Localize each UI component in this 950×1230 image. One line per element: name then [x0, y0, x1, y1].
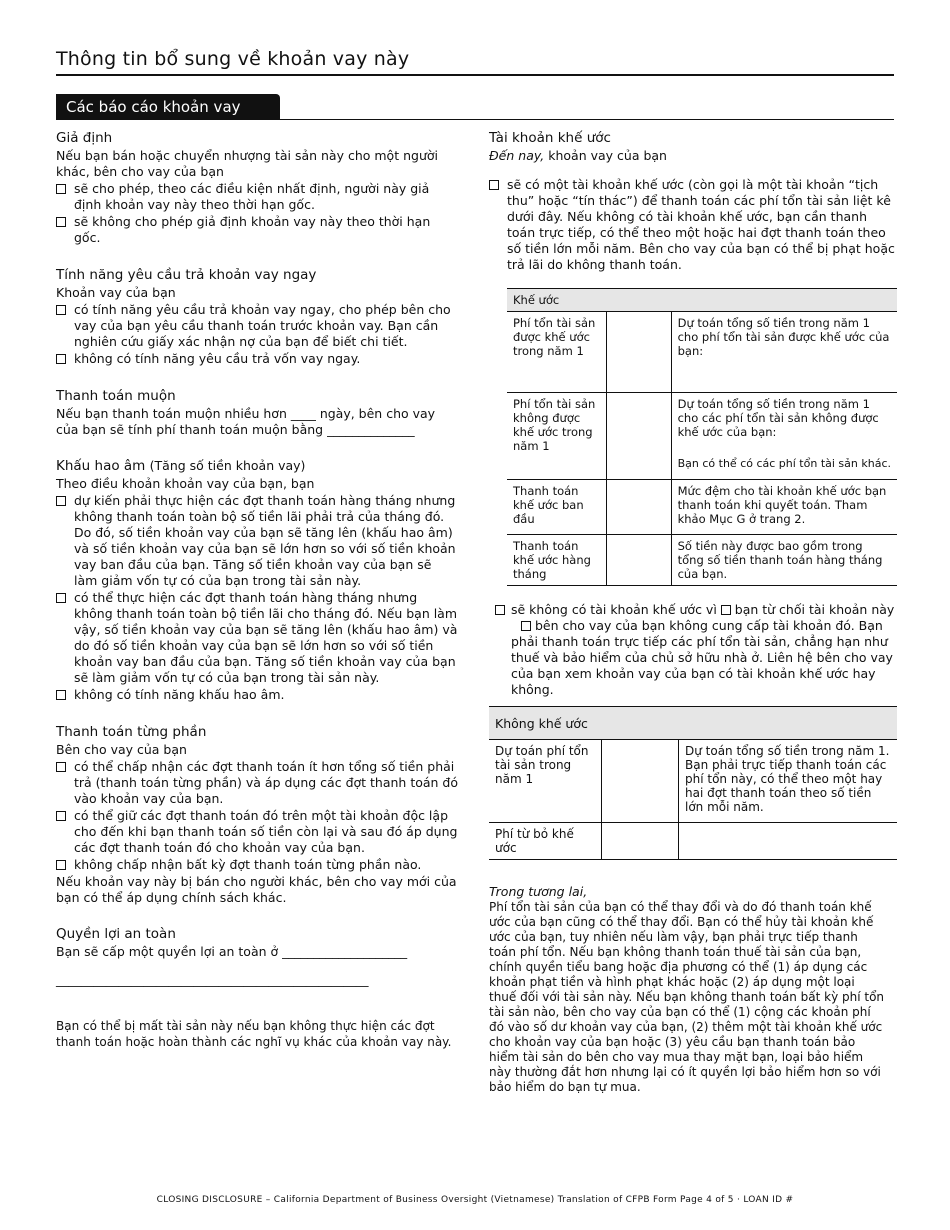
- assumption-title: Giả định: [56, 130, 113, 146]
- partial-payments-section: [56, 724, 458, 906]
- partial-payments-intro: Bên cho vay của bạn: [56, 742, 187, 757]
- partial-reject-text: không chấp nhận bất kỳ đợt thanh toán từng phần nào.: [74, 857, 422, 872]
- right-column: [489, 130, 899, 1095]
- escrow-table: [507, 288, 897, 586]
- partial-payments-note: Nếu khoản vay này bị bán cho người khác, bên cho vay mới của bạn có thể áp dụng chính sách khác.: [56, 874, 457, 905]
- assumption-allow-text: sẽ cho phép, theo các điều kiện nhất định, người này giả định khoản vay này theo thời hạn gốc.: [74, 181, 430, 212]
- late-payment-line-2: của bạn sẽ tính phí thanh toán muộn bằng ______________: [56, 422, 415, 437]
- no-escrow-row-label: Dự toán phí tổn tài sản trong năm 1: [489, 740, 602, 823]
- partial-hold-checkbox[interactable]: [56, 811, 66, 821]
- tab-divider: [280, 119, 894, 120]
- demand-feature-section: [56, 267, 458, 367]
- no-escrow-row-value: [602, 823, 679, 860]
- future-section: [489, 884, 899, 1095]
- escrow-declined-checkbox[interactable]: [721, 605, 731, 615]
- demand-has-text: có tính năng yêu cầu trả khoản vay ngay, cho phép bên cho vay của bạn yêu cầu thanh toán trước khoản vay. Bạn cần nghiên cứu giấy xác nhận nợ của bạn để biết chi tiết.: [74, 302, 451, 349]
- partial-accept-checkbox[interactable]: [56, 762, 66, 772]
- escrow-will-have-checkbox[interactable]: [489, 180, 499, 190]
- assumption-deny-text: sẽ không cho phép giả định khoản vay này theo thời hạn gốc.: [74, 214, 431, 245]
- demand-option-none: [56, 351, 458, 367]
- future-body: Phí tổn tài sản của bạn có thể thay đổi và do đó thanh toán khế ước của bạn cũng có thể thay đổi. Bạn có thể hủy tài khoản khế ước của bạn, tuy nhiên nếu làm vậy, bạn phải trực tiếp thanh toán phí tổn. Nếu bạn không thanh toán thuế tài sản của bạn, chính quyền tiểu bang hoặc địa phương có thể (1) áp dụng các khoản phạt tiền và hình phạt khác hoặc (2) áp dụng một loại thuế đối với tài sản này. Nếu bạn không thanh toán bất kỳ phí tổn tài sản nào, bên cho vay của bạn có thể (1) cộng các khoản phí đó vào số dư khoản vay của bạn, (2) thêm một tài khoản khế ước cho khoản vay của bạn hoặc (3) yêu cầu bạn thanh toán bảo hiểm tài sản do bên cho vay mua thay mặt bạn, loại bảo hiểm này thường đắt hơn nhưng lại có ít quyền lợi bảo hiểm hơn so với bảo hiểm do bạn tự mua.: [489, 900, 885, 1094]
- escrow-not-offered-checkbox[interactable]: [521, 621, 531, 631]
- escrow-title: Tài khoản khế ước: [489, 130, 611, 146]
- no-escrow-table: [489, 706, 897, 860]
- no-escrow-row-desc: [679, 823, 898, 860]
- late-payment-title: Thanh toán muộn: [56, 388, 176, 404]
- escrow-row-label: Phí tổn tài sản không được khế ước trong năm 1: [507, 393, 607, 480]
- escrow-row: [507, 393, 897, 480]
- escrow-section: [489, 130, 899, 1095]
- section-tab-loan-disclosures: Các báo cáo khoản vay: [56, 94, 280, 120]
- partial-payments-title: Thanh toán từng phần: [56, 724, 207, 740]
- assumption-option-deny: [56, 214, 458, 246]
- escrow-row-desc-text: Số tiền này được bao gồm trong tổng số tiền thanh toán hàng tháng của bạn.: [677, 539, 883, 581]
- escrow-will-not-have-checkbox[interactable]: [495, 605, 505, 615]
- negam-option-may: [56, 590, 458, 686]
- security-interest-section: [56, 926, 458, 1050]
- negam-may-text: có thể thực hiện các đợt thanh toán hàng tháng nhưng không thanh toán toàn bộ tiền lãi cho tháng đó. Nếu bạn làm vậy, số tiền khoản vay của bạn sẽ tăng lên (khấu hao âm) và do đó số tiền khoản vay của bạn sẽ lớn hơn so với số tiền khoản vay ban đầu của bạn. Tăng số tiền khoản vay của bạn sẽ làm giảm vốn tự có của bạn trong tài sản này.: [74, 590, 458, 685]
- escrow-row: [507, 480, 897, 535]
- escrow-row-desc-text: Mức đệm cho tài khoản khế ước bạn thanh toán khi quyết toán. Tham khảo Mục G ở trang 2.: [677, 484, 887, 526]
- title-divider: [56, 74, 894, 76]
- no-escrow-header: Không khế ước: [489, 707, 897, 740]
- left-column: [56, 130, 458, 1050]
- partial-option-reject: [56, 857, 458, 873]
- escrow-row-desc-text: Dự toán tổng số tiền trong năm 1 cho các phí tổn tài sản không được khế ước của bạn:: [677, 397, 879, 439]
- security-interest-line-2: __________________________________________________: [56, 972, 369, 987]
- page-title: Thông tin bổ sung về khoản vay này: [56, 48, 410, 70]
- no-escrow-row-desc: Dự toán tổng số tiền trong năm 1. Bạn phải trực tiếp thanh toán các phí tổn này, có thể theo một hay hai đợt thanh toán theo số tiền lớn mỗi năm.: [679, 740, 898, 823]
- security-interest-note: Bạn có thể bị mất tài sản này nếu bạn không thực hiện các đợt thanh toán hoặc hoàn thành các nghĩ vụ khác của khoản vay này.: [56, 1019, 452, 1049]
- no-escrow-row: [489, 823, 897, 860]
- escrow-row-extra: Bạn có thể có các phí tổn tài sản khác.: [677, 457, 891, 470]
- demand-feature-intro: Khoản vay của bạn: [56, 285, 176, 300]
- assumption-allow-checkbox[interactable]: [56, 184, 66, 194]
- assumption-option-allow: [56, 181, 458, 213]
- escrow-row-desc-text: Dự toán tổng số tiền trong năm 1 cho phí tổn tài sản được khế ước của bạn:: [677, 316, 890, 358]
- escrow-declined-text: bạn từ chối tài khoản này: [734, 602, 895, 617]
- assumption-intro: Nếu bạn bán hoặc chuyển nhượng tài sản này cho một người khác, bên cho vay của bạn: [56, 148, 438, 179]
- escrow-row-label: Thanh toán khế ước hàng tháng: [507, 535, 607, 586]
- no-escrow-row: [489, 740, 897, 823]
- negam-may-checkbox[interactable]: [56, 593, 66, 603]
- escrow-row-desc: [671, 312, 897, 393]
- escrow-not-offered-text: bên cho vay của bạn không cung cấp tài khoản đó. Bạn phải thanh toán trực tiếp các phí tổn tài sản, chẳng hạn như thuế và bảo hiểm của chủ sở hữu nhà ở. Liên hệ bên cho vay của bạn xem khoản vay của bạn có tài khoản khế ước hay không.: [511, 618, 893, 697]
- partial-option-hold: [56, 808, 458, 856]
- escrow-table-header: Khế ước: [507, 289, 897, 312]
- demand-none-checkbox[interactable]: [56, 354, 66, 364]
- footer-text: CLOSING DISCLOSURE – California Department of Business Oversight (Vietnamese) Translation of CFPB Form Page 4 of 5 · LOAN ID #: [156, 1195, 794, 1205]
- partial-option-accept: [56, 759, 458, 807]
- escrow-will-have-text: sẽ có một tài khoản khế ước (còn gọi là một tài khoản “tịch thu” hoặc “tín thác”) để thanh toán các phí tổn tài sản liệt kê dưới đây. Nếu không có tài khoản khế ước, bạn cần thanh toán trực tiếp, có thể theo một hoặc hai đợt thanh toán theo số tiền lớn mỗi năm. Bên cho vay của bạn có thể bị phạt hoặc trả lãi do không thanh toán.: [507, 177, 895, 272]
- escrow-row-label: Phí tổn tài sản được khế ước trong năm 1: [507, 312, 607, 393]
- negative-amortization-title: Khấu hao âm: [56, 458, 146, 474]
- late-payment-section: [56, 388, 458, 438]
- security-interest-title: Quyền lợi an toàn: [56, 926, 176, 942]
- late-payment-line-1: Nếu bạn thanh toán muộn nhiều hơn ____ ngày, bên cho vay: [56, 406, 436, 421]
- partial-accept-text: có thể chấp nhận các đợt thanh toán ít hơn tổng số tiền phải trả (thanh toán từng phần) và áp dụng các đợt thanh toán đó vào khoản vay của bạn.: [74, 759, 459, 806]
- escrow-row-desc: [671, 480, 897, 535]
- demand-feature-title: Tính năng yêu cầu trả khoản vay ngay: [56, 267, 317, 283]
- security-interest-line-1: Bạn sẽ cấp một quyền lợi an toàn ở ____________________: [56, 944, 408, 959]
- negam-option-scheduled: [56, 493, 458, 589]
- escrow-row-value: [607, 535, 671, 586]
- negam-option-none: [56, 687, 458, 703]
- escrow-row-desc: [671, 535, 897, 586]
- negam-none-text: không có tính năng khấu hao âm.: [74, 687, 285, 702]
- no-escrow-row-value: [602, 740, 679, 823]
- demand-has-checkbox[interactable]: [56, 305, 66, 315]
- partial-hold-text: có thể giữ các đợt thanh toán đó trên một tài khoản độc lập cho đến khi bạn thanh toán số tiền còn lại và sau đó áp dụng các đợt thanh toán đó cho khoản vay của bạn.: [74, 808, 458, 855]
- negam-scheduled-checkbox[interactable]: [56, 496, 66, 506]
- negative-amortization-subtitle: (Tăng số tiền khoản vay): [149, 458, 306, 473]
- escrow-row-label: Thanh toán khế ước ban đầu: [507, 480, 607, 535]
- escrow-will-not-have-text: sẽ không có tài khoản khế ước vì: [511, 602, 717, 617]
- negam-scheduled-text: dự kiến phải thực hiện các đợt thanh toán hàng tháng nhưng không thanh toán toàn bộ số tiền lãi phải trả của tháng đó. Do đó, số tiền khoản vay của bạn sẽ tăng lên (khấu hao âm) và số tiền khoản vay của bạn sẽ lớn hơn so với số tiền khoản vay ban đầu của bạn. Tăng số tiền khoản vay của bạn sẽ làm giảm vốn tự có của bạn trong tài sản này.: [74, 493, 456, 588]
- escrow-option-will-have: [489, 177, 899, 273]
- escrow-row-value: [607, 480, 671, 535]
- negative-amortization-intro: Theo điều khoản khoản vay của bạn, bạn: [56, 476, 315, 491]
- escrow-row-value: [607, 312, 671, 393]
- escrow-row: [507, 312, 897, 393]
- partial-reject-checkbox[interactable]: [56, 860, 66, 870]
- demand-none-text: không có tính năng yêu cầu trả vốn vay ngay.: [74, 351, 361, 366]
- escrow-row-value: [607, 393, 671, 480]
- escrow-option-will-not-have: [489, 602, 899, 698]
- escrow-row-desc: [671, 393, 897, 480]
- escrow-subtitle-italic: Đến nay,: [489, 148, 545, 163]
- demand-option-has: [56, 302, 458, 350]
- negative-amortization-section: [56, 458, 458, 703]
- escrow-row: [507, 535, 897, 586]
- escrow-subtitle-rest: khoản vay của bạn: [544, 148, 667, 163]
- assumption-section: [56, 130, 458, 246]
- negam-none-checkbox[interactable]: [56, 690, 66, 700]
- future-title: Trong tương lai,: [489, 884, 588, 899]
- assumption-deny-checkbox[interactable]: [56, 217, 66, 227]
- no-escrow-row-label: Phí từ bỏ khế ước: [489, 823, 602, 860]
